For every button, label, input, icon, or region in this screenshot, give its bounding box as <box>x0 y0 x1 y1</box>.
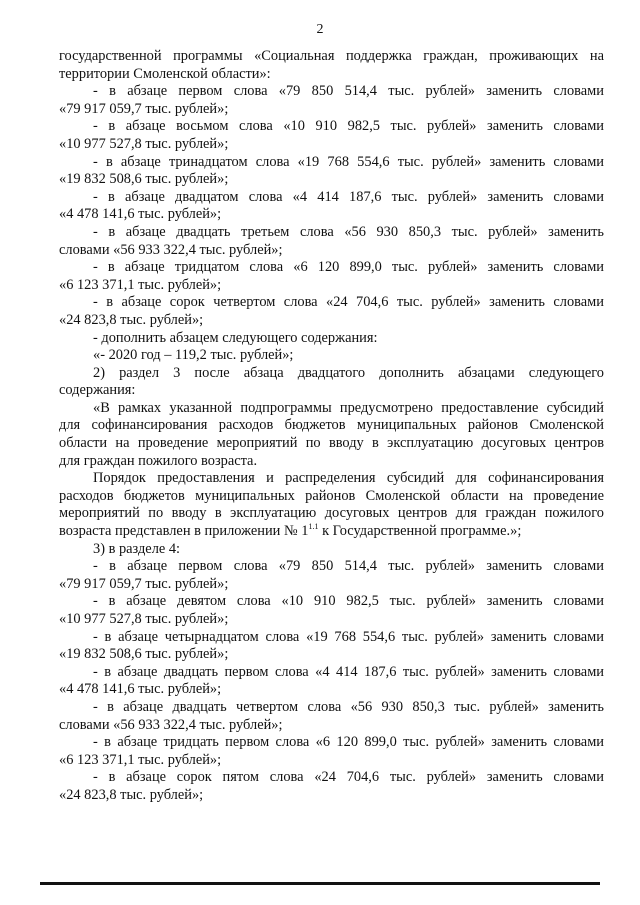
paragraph: территории Смоленской области»: <box>59 65 271 82</box>
paragraph: словами «56 933 322,4 тыс. рублей»; <box>59 241 283 258</box>
paragraph: содержания: <box>59 382 136 399</box>
paragraph: - в абзаце девятом слова «10 910 982,5 тыс. рублей» заменить словами <box>93 593 604 610</box>
paragraph: для софинансирования расходов бюджетов муниципальных районов Смоленской <box>59 417 604 434</box>
paragraph: «6 123 371,1 тыс. рублей»; <box>59 751 222 768</box>
paragraph: возраста представлен в приложении № $1^{1.1}$ к Государственной программе.»; <box>59 522 522 540</box>
paragraph: Порядок предоставления и распределения субсидий для софинансирования <box>93 470 604 487</box>
footer-rule <box>40 882 600 885</box>
paragraph: - в абзаце сорок четвертом слова «24 704,6 тыс. рублей» заменить словами <box>93 294 604 311</box>
paragraph: «19 832 508,6 тыс. рублей»; <box>59 171 229 188</box>
paragraph: государственной программы «Социальная поддержка граждан, проживающих на <box>59 48 604 64</box>
paragraph: «10 977 527,8 тыс. рублей»; <box>59 611 229 627</box>
paragraph: - в абзаце тринадцатом слова «19 768 554,6 тыс. рублей» заменить словами <box>93 153 604 170</box>
paragraph: - в абзаце тридцатом слова «6 120 899,0 тыс. рублей» заменить словами <box>93 259 604 276</box>
paragraph: словами «56 933 322,4 тыс. рублей»; <box>59 716 283 733</box>
paragraph: области на проведение мероприятий по вводу в эксплуатацию досуговых центров <box>59 435 604 452</box>
superscript: 1.1 <box>308 522 319 532</box>
paragraph: мероприятий по вводу в эксплуатацию досуговых центров для граждан пожилого <box>59 505 604 522</box>
paragraph: «79 917 059,7 тыс. рублей»; <box>59 575 229 592</box>
paragraph: «- 2020 год – 119,2 тыс. рублей»; <box>93 347 294 364</box>
paragraph: 2) раздел 3 после абзаца двадцатого дополнить абзацами следующего <box>93 364 604 381</box>
paragraph: - в абзаце двадцать третьем слова «56 930 850,3 тыс. рублей» заменить <box>93 223 604 240</box>
paragraph: «10 977 527,8 тыс. рублей»; <box>59 135 229 152</box>
paragraph: - в абзаце восьмом слова «10 910 982,5 тыс. рублей» заменить словами <box>93 118 604 135</box>
paragraph: расходов бюджетов муниципальных районов Смоленской области на проведение <box>59 487 604 504</box>
paragraph: «В рамках указанной подпрограммы предусмотрено предоставление субсидий <box>93 399 604 416</box>
paragraph: - в абзаце первом слова «79 850 514,4 тыс. рублей» заменить словами <box>93 558 604 575</box>
paragraph: «79 917 059,7 тыс. рублей»; <box>59 100 229 117</box>
paragraph: «6 123 371,1 тыс. рублей»; <box>59 276 222 293</box>
document-body <box>59 48 604 805</box>
paragraph: - в абзаце сорок пятом слова «24 704,6 тыс. рублей» заменить словами <box>93 769 604 786</box>
paragraph: - в абзаце тридцать первом слова «6 120 899,0 тыс. рублей» заменить словами <box>93 734 604 751</box>
paragraph: - в абзаце четырнадцатом слова «19 768 554,6 тыс. рублей» заменить словами <box>93 628 604 645</box>
paragraph: «4 478 141,6 тыс. рублей»; <box>59 681 222 698</box>
paragraph: «19 832 508,6 тыс. рублей»; <box>59 646 229 663</box>
paragraph: - в абзаце первом слова «79 850 514,4 тыс. рублей» заменить словами <box>93 83 604 100</box>
page-number: 2 <box>316 22 324 37</box>
paragraph: «24 823,8 тыс. рублей»; <box>59 311 204 328</box>
paragraph: для граждан пожилого возраста. <box>59 452 258 469</box>
paragraph: - в абзаце двадцать первом слова «4 414 187,6 тыс. рублей» заменить словами <box>93 663 604 680</box>
paragraph: - в абзаце двадцатом слова «4 414 187,6 тыс. рублей» заменить словами <box>93 188 604 205</box>
paragraph: 3) в разделе 4: <box>93 540 181 557</box>
paragraph: «24 823,8 тыс. рублей»; <box>59 786 204 803</box>
paragraph: - дополнить абзацем следующего содержания: <box>93 329 378 346</box>
paragraph: - в абзаце двадцать четвертом слова «56 930 850,3 тыс. рублей» заменить <box>93 698 604 715</box>
paragraph: «4 478 141,6 тыс. рублей»; <box>59 206 222 223</box>
